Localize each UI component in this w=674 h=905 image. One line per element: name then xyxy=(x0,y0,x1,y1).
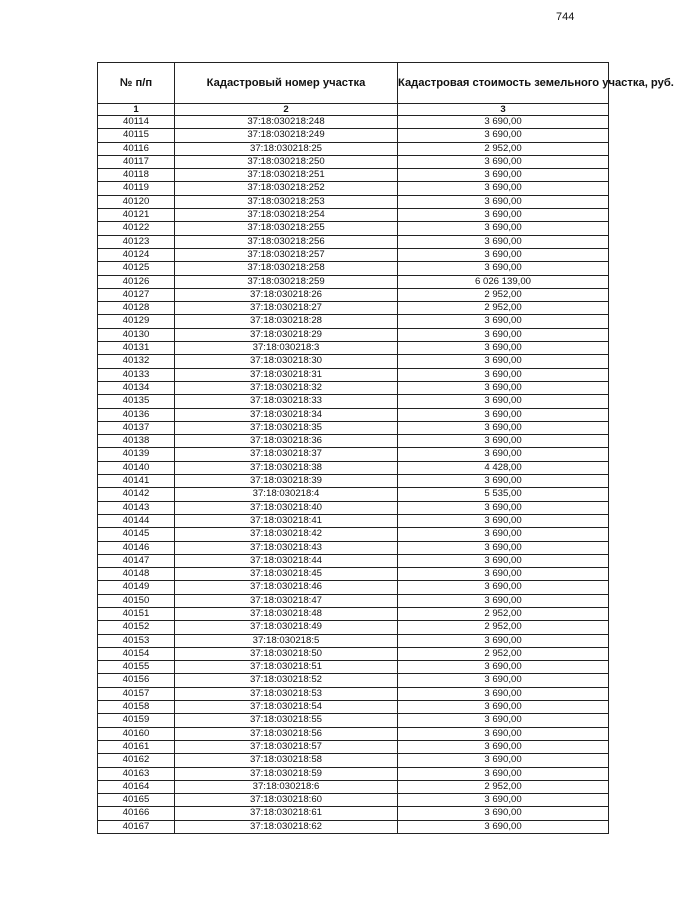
table-body xyxy=(98,116,609,834)
row-number-cell: 40114 xyxy=(98,116,175,129)
row-number-cell: 40141 xyxy=(98,475,175,488)
table-row xyxy=(98,155,609,168)
cadastral-number-cell: 37:18:030218:258 xyxy=(175,262,398,275)
cadastral-number-cell: 37:18:030218:45 xyxy=(175,568,398,581)
cadastral-value-cell: 3 690,00 xyxy=(398,767,609,780)
row-number-cell: 40125 xyxy=(98,262,175,275)
row-number-cell: 40131 xyxy=(98,342,175,355)
cadastral-number-cell: 37:18:030218:35 xyxy=(175,421,398,434)
row-number-cell: 40133 xyxy=(98,368,175,381)
table-row xyxy=(98,634,609,647)
table-row xyxy=(98,568,609,581)
row-number-cell: 40156 xyxy=(98,674,175,687)
cadastral-value-cell: 3 690,00 xyxy=(398,701,609,714)
cadastral-number-cell: 37:18:030218:48 xyxy=(175,607,398,620)
cadastral-number-cell: 37:18:030218:39 xyxy=(175,475,398,488)
row-number-cell: 40120 xyxy=(98,195,175,208)
table-row xyxy=(98,501,609,514)
cadastral-value-cell: 2 952,00 xyxy=(398,621,609,634)
row-number-cell: 40153 xyxy=(98,634,175,647)
cadastral-value-cell: 3 690,00 xyxy=(398,594,609,607)
cadastral-value-cell: 3 690,00 xyxy=(398,714,609,727)
table-header xyxy=(98,63,674,116)
cadastral-number-cell: 37:18:030218:51 xyxy=(175,661,398,674)
cadastral-number-cell: 37:18:030218:56 xyxy=(175,727,398,740)
table-row xyxy=(98,701,609,714)
cadastral-value-cell: 3 690,00 xyxy=(398,195,609,208)
cadastral-value-cell: 6 026 139,00 xyxy=(398,275,609,288)
row-number-cell: 40147 xyxy=(98,554,175,567)
row-number-cell: 40136 xyxy=(98,408,175,421)
cadastral-value-cell: 3 690,00 xyxy=(398,740,609,753)
cadastral-value-cell: 3 690,00 xyxy=(398,727,609,740)
row-number-cell: 40115 xyxy=(98,129,175,142)
row-number-cell: 40145 xyxy=(98,528,175,541)
row-number-cell: 40165 xyxy=(98,794,175,807)
row-number-cell: 40134 xyxy=(98,381,175,394)
header-row xyxy=(98,63,609,104)
table-row xyxy=(98,395,609,408)
row-number-cell: 40162 xyxy=(98,754,175,767)
row-number-cell: 40148 xyxy=(98,568,175,581)
row-number-cell: 40135 xyxy=(98,395,175,408)
table-row xyxy=(98,767,609,780)
cadastral-number-cell: 37:18:030218:59 xyxy=(175,767,398,780)
row-number-cell: 40144 xyxy=(98,514,175,527)
table-row xyxy=(98,794,609,807)
cadastral-value-cell: 3 690,00 xyxy=(398,674,609,687)
cadastral-number-cell: 37:18:030218:42 xyxy=(175,528,398,541)
header-cadastral-value: Кадастровая стоимость земельного участка, руб. xyxy=(398,63,609,104)
row-number-cell: 40128 xyxy=(98,302,175,315)
row-number-cell: 40151 xyxy=(98,607,175,620)
row-number-cell: 40123 xyxy=(98,235,175,248)
table-row xyxy=(98,315,609,328)
cadastral-number-cell: 37:18:030218:36 xyxy=(175,435,398,448)
cadastral-value-cell: 3 690,00 xyxy=(398,687,609,700)
cadastral-value-cell: 2 952,00 xyxy=(398,142,609,155)
table-row xyxy=(98,408,609,421)
cadastral-value-cell: 3 690,00 xyxy=(398,541,609,554)
table-row xyxy=(98,514,609,527)
cadastral-value-cell: 3 690,00 xyxy=(398,182,609,195)
cadastral-number-cell: 37:18:030218:28 xyxy=(175,315,398,328)
cadastral-value-cell: 3 690,00 xyxy=(398,315,609,328)
cadastral-number-cell: 37:18:030218:54 xyxy=(175,701,398,714)
table-row xyxy=(98,740,609,753)
row-number-cell: 40155 xyxy=(98,661,175,674)
cadastral-value-cell: 3 690,00 xyxy=(398,342,609,355)
cadastral-number-cell: 37:18:030218:256 xyxy=(175,235,398,248)
cadastral-number-cell: 37:18:030218:41 xyxy=(175,514,398,527)
cadastral-value-cell: 3 690,00 xyxy=(398,820,609,833)
cadastral-value-cell: 3 690,00 xyxy=(398,262,609,275)
table-row xyxy=(98,381,609,394)
cadastral-number-cell: 37:18:030218:44 xyxy=(175,554,398,567)
table-row xyxy=(98,475,609,488)
cadastral-number-cell: 37:18:030218:50 xyxy=(175,647,398,660)
cadastral-number-cell: 37:18:030218:60 xyxy=(175,794,398,807)
row-number-cell: 40158 xyxy=(98,701,175,714)
cadastral-number-cell: 37:18:030218:31 xyxy=(175,368,398,381)
table-row xyxy=(98,554,609,567)
cadastral-number-cell: 37:18:030218:259 xyxy=(175,275,398,288)
cadastral-number-cell: 37:18:030218:255 xyxy=(175,222,398,235)
cadastral-number-cell: 37:18:030218:46 xyxy=(175,581,398,594)
table-row xyxy=(98,421,609,434)
cadastral-number-cell: 37:18:030218:30 xyxy=(175,355,398,368)
table-row xyxy=(98,780,609,793)
cadastral-number-cell: 37:18:030218:251 xyxy=(175,169,398,182)
cadastral-number-cell: 37:18:030218:257 xyxy=(175,248,398,261)
cadastral-value-cell: 3 690,00 xyxy=(398,435,609,448)
cadastral-number-cell: 37:18:030218:40 xyxy=(175,501,398,514)
cadastral-number-cell: 37:18:030218:49 xyxy=(175,621,398,634)
cadastral-number-cell: 37:18:030218:250 xyxy=(175,155,398,168)
table-row xyxy=(98,807,609,820)
row-number-cell: 40118 xyxy=(98,169,175,182)
column-number-2: 2 xyxy=(175,104,398,116)
table-row xyxy=(98,328,609,341)
table-row xyxy=(98,222,609,235)
cadastral-number-cell: 37:18:030218:37 xyxy=(175,448,398,461)
cadastral-value-cell: 4 428,00 xyxy=(398,461,609,474)
row-number-cell: 40139 xyxy=(98,448,175,461)
cadastral-number-cell: 37:18:030218:47 xyxy=(175,594,398,607)
cadastral-number-cell: 37:18:030218:29 xyxy=(175,328,398,341)
cadastral-number-cell: 37:18:030218:3 xyxy=(175,342,398,355)
table-row xyxy=(98,541,609,554)
table-row xyxy=(98,714,609,727)
cadastral-value-cell: 3 690,00 xyxy=(398,448,609,461)
column-number-1: 1 xyxy=(98,104,175,116)
cadastral-number-cell: 37:18:030218:58 xyxy=(175,754,398,767)
cadastral-value-cell: 3 690,00 xyxy=(398,581,609,594)
table-row xyxy=(98,116,609,129)
table-row xyxy=(98,754,609,767)
cadastral-number-cell: 37:18:030218:249 xyxy=(175,129,398,142)
cadastral-value-cell: 3 690,00 xyxy=(398,129,609,142)
table-row xyxy=(98,435,609,448)
table-row xyxy=(98,594,609,607)
row-number-cell: 40164 xyxy=(98,780,175,793)
table-row xyxy=(98,302,609,315)
cadastral-value-cell: 3 690,00 xyxy=(398,807,609,820)
table-row xyxy=(98,288,609,301)
row-number-cell: 40116 xyxy=(98,142,175,155)
cadastral-value-cell: 3 690,00 xyxy=(398,794,609,807)
table-row xyxy=(98,820,609,833)
row-number-cell: 40143 xyxy=(98,501,175,514)
row-number-cell: 40142 xyxy=(98,488,175,501)
column-number-3: 3 xyxy=(398,104,609,116)
cadastral-number-cell: 37:18:030218:6 xyxy=(175,780,398,793)
cadastral-number-cell: 37:18:030218:53 xyxy=(175,687,398,700)
cadastral-value-cell: 3 690,00 xyxy=(398,395,609,408)
cadastral-number-cell: 37:18:030218:252 xyxy=(175,182,398,195)
table-row xyxy=(98,448,609,461)
row-number-cell: 40124 xyxy=(98,248,175,261)
row-number-cell: 40152 xyxy=(98,621,175,634)
cadastral-value-cell: 3 690,00 xyxy=(398,754,609,767)
table-row xyxy=(98,182,609,195)
row-number-cell: 40161 xyxy=(98,740,175,753)
row-number-cell: 40119 xyxy=(98,182,175,195)
cadastral-number-cell: 37:18:030218:62 xyxy=(175,820,398,833)
table-row xyxy=(98,169,609,182)
row-number-cell: 40130 xyxy=(98,328,175,341)
table-row xyxy=(98,727,609,740)
row-number-cell: 40160 xyxy=(98,727,175,740)
cadastral-value-cell: 3 690,00 xyxy=(398,368,609,381)
table-row xyxy=(98,142,609,155)
header-row-number: № п/п xyxy=(98,63,175,104)
table-row xyxy=(98,461,609,474)
cadastral-number-cell: 37:18:030218:33 xyxy=(175,395,398,408)
row-number-cell: 40150 xyxy=(98,594,175,607)
cadastral-value-cell: 2 952,00 xyxy=(398,647,609,660)
table-row xyxy=(98,607,609,620)
cadastral-value-cell: 3 690,00 xyxy=(398,514,609,527)
row-number-cell: 40149 xyxy=(98,581,175,594)
cadastral-value-cell: 3 690,00 xyxy=(398,528,609,541)
table-row xyxy=(98,528,609,541)
cadastral-value-cell: 2 952,00 xyxy=(398,780,609,793)
cadastral-value-cell: 3 690,00 xyxy=(398,169,609,182)
table-row xyxy=(98,209,609,222)
cadastral-number-cell: 37:18:030218:27 xyxy=(175,302,398,315)
row-number-cell: 40157 xyxy=(98,687,175,700)
cadastral-value-cell: 3 690,00 xyxy=(398,475,609,488)
table-row xyxy=(98,129,609,142)
cadastral-value-cell: 2 952,00 xyxy=(398,288,609,301)
row-number-cell: 40117 xyxy=(98,155,175,168)
cadastral-value-cell: 3 690,00 xyxy=(398,421,609,434)
cadastral-value-cell: 3 690,00 xyxy=(398,661,609,674)
column-number-row xyxy=(98,104,609,116)
cadastral-number-cell: 37:18:030218:254 xyxy=(175,209,398,222)
cadastral-number-cell: 37:18:030218:26 xyxy=(175,288,398,301)
cadastral-value-cell: 3 690,00 xyxy=(398,222,609,235)
row-number-cell: 40129 xyxy=(98,315,175,328)
table-row xyxy=(98,687,609,700)
cadastral-number-cell: 37:18:030218:25 xyxy=(175,142,398,155)
cadastral-value-cell: 3 690,00 xyxy=(398,568,609,581)
cadastral-number-cell: 37:18:030218:253 xyxy=(175,195,398,208)
row-number-cell: 40140 xyxy=(98,461,175,474)
page-number: 744 xyxy=(556,11,575,23)
table-row xyxy=(98,581,609,594)
table-row xyxy=(98,488,609,501)
cadastral-value-cell: 3 690,00 xyxy=(398,328,609,341)
table-row xyxy=(98,621,609,634)
row-number-cell: 40159 xyxy=(98,714,175,727)
row-number-cell: 40127 xyxy=(98,288,175,301)
cadastral-number-cell: 37:18:030218:32 xyxy=(175,381,398,394)
cadastral-value-cell: 3 690,00 xyxy=(398,634,609,647)
row-number-cell: 40121 xyxy=(98,209,175,222)
cadastral-number-cell: 37:18:030218:52 xyxy=(175,674,398,687)
cadastral-value-cell: 3 690,00 xyxy=(398,355,609,368)
cadastral-number-cell: 37:18:030218:4 xyxy=(175,488,398,501)
cadastral-value-cell: 3 690,00 xyxy=(398,501,609,514)
row-number-cell: 40154 xyxy=(98,647,175,660)
cadastral-value-cell: 3 690,00 xyxy=(398,235,609,248)
row-number-cell: 40132 xyxy=(98,355,175,368)
cadastral-value-cell: 3 690,00 xyxy=(398,116,609,129)
table-row xyxy=(98,661,609,674)
cadastral-value-cell: 3 690,00 xyxy=(398,381,609,394)
row-number-cell: 40163 xyxy=(98,767,175,780)
table-row xyxy=(98,262,609,275)
table-row xyxy=(98,235,609,248)
cadastral-value-cell: 3 690,00 xyxy=(398,248,609,261)
cadastral-value-cell: 2 952,00 xyxy=(398,302,609,315)
cadastral-value-table xyxy=(97,62,674,834)
cadastral-number-cell: 37:18:030218:55 xyxy=(175,714,398,727)
cadastral-number-cell: 37:18:030218:5 xyxy=(175,634,398,647)
table-row xyxy=(98,674,609,687)
cadastral-value-cell: 5 535,00 xyxy=(398,488,609,501)
cadastral-value-cell: 3 690,00 xyxy=(398,554,609,567)
table-row xyxy=(98,342,609,355)
cadastral-number-cell: 37:18:030218:43 xyxy=(175,541,398,554)
cadastral-number-cell: 37:18:030218:57 xyxy=(175,740,398,753)
row-number-cell: 40122 xyxy=(98,222,175,235)
cadastral-value-cell: 3 690,00 xyxy=(398,209,609,222)
row-number-cell: 40166 xyxy=(98,807,175,820)
table-row xyxy=(98,248,609,261)
row-number-cell: 40146 xyxy=(98,541,175,554)
cadastral-value-cell: 3 690,00 xyxy=(398,408,609,421)
table-row xyxy=(98,355,609,368)
row-number-cell: 40167 xyxy=(98,820,175,833)
table-row xyxy=(98,368,609,381)
table-row xyxy=(98,275,609,288)
cadastral-number-cell: 37:18:030218:61 xyxy=(175,807,398,820)
cadastral-value-cell: 2 952,00 xyxy=(398,607,609,620)
header-cadastral-number: Кадастровый номер участка xyxy=(175,63,398,104)
cadastral-number-cell: 37:18:030218:248 xyxy=(175,116,398,129)
cadastral-number-cell: 37:18:030218:34 xyxy=(175,408,398,421)
row-number-cell: 40138 xyxy=(98,435,175,448)
cadastral-number-cell: 37:18:030218:38 xyxy=(175,461,398,474)
row-number-cell: 40126 xyxy=(98,275,175,288)
table-row xyxy=(98,195,609,208)
table-row xyxy=(98,647,609,660)
cadastral-value-cell: 3 690,00 xyxy=(398,155,609,168)
row-number-cell: 40137 xyxy=(98,421,175,434)
